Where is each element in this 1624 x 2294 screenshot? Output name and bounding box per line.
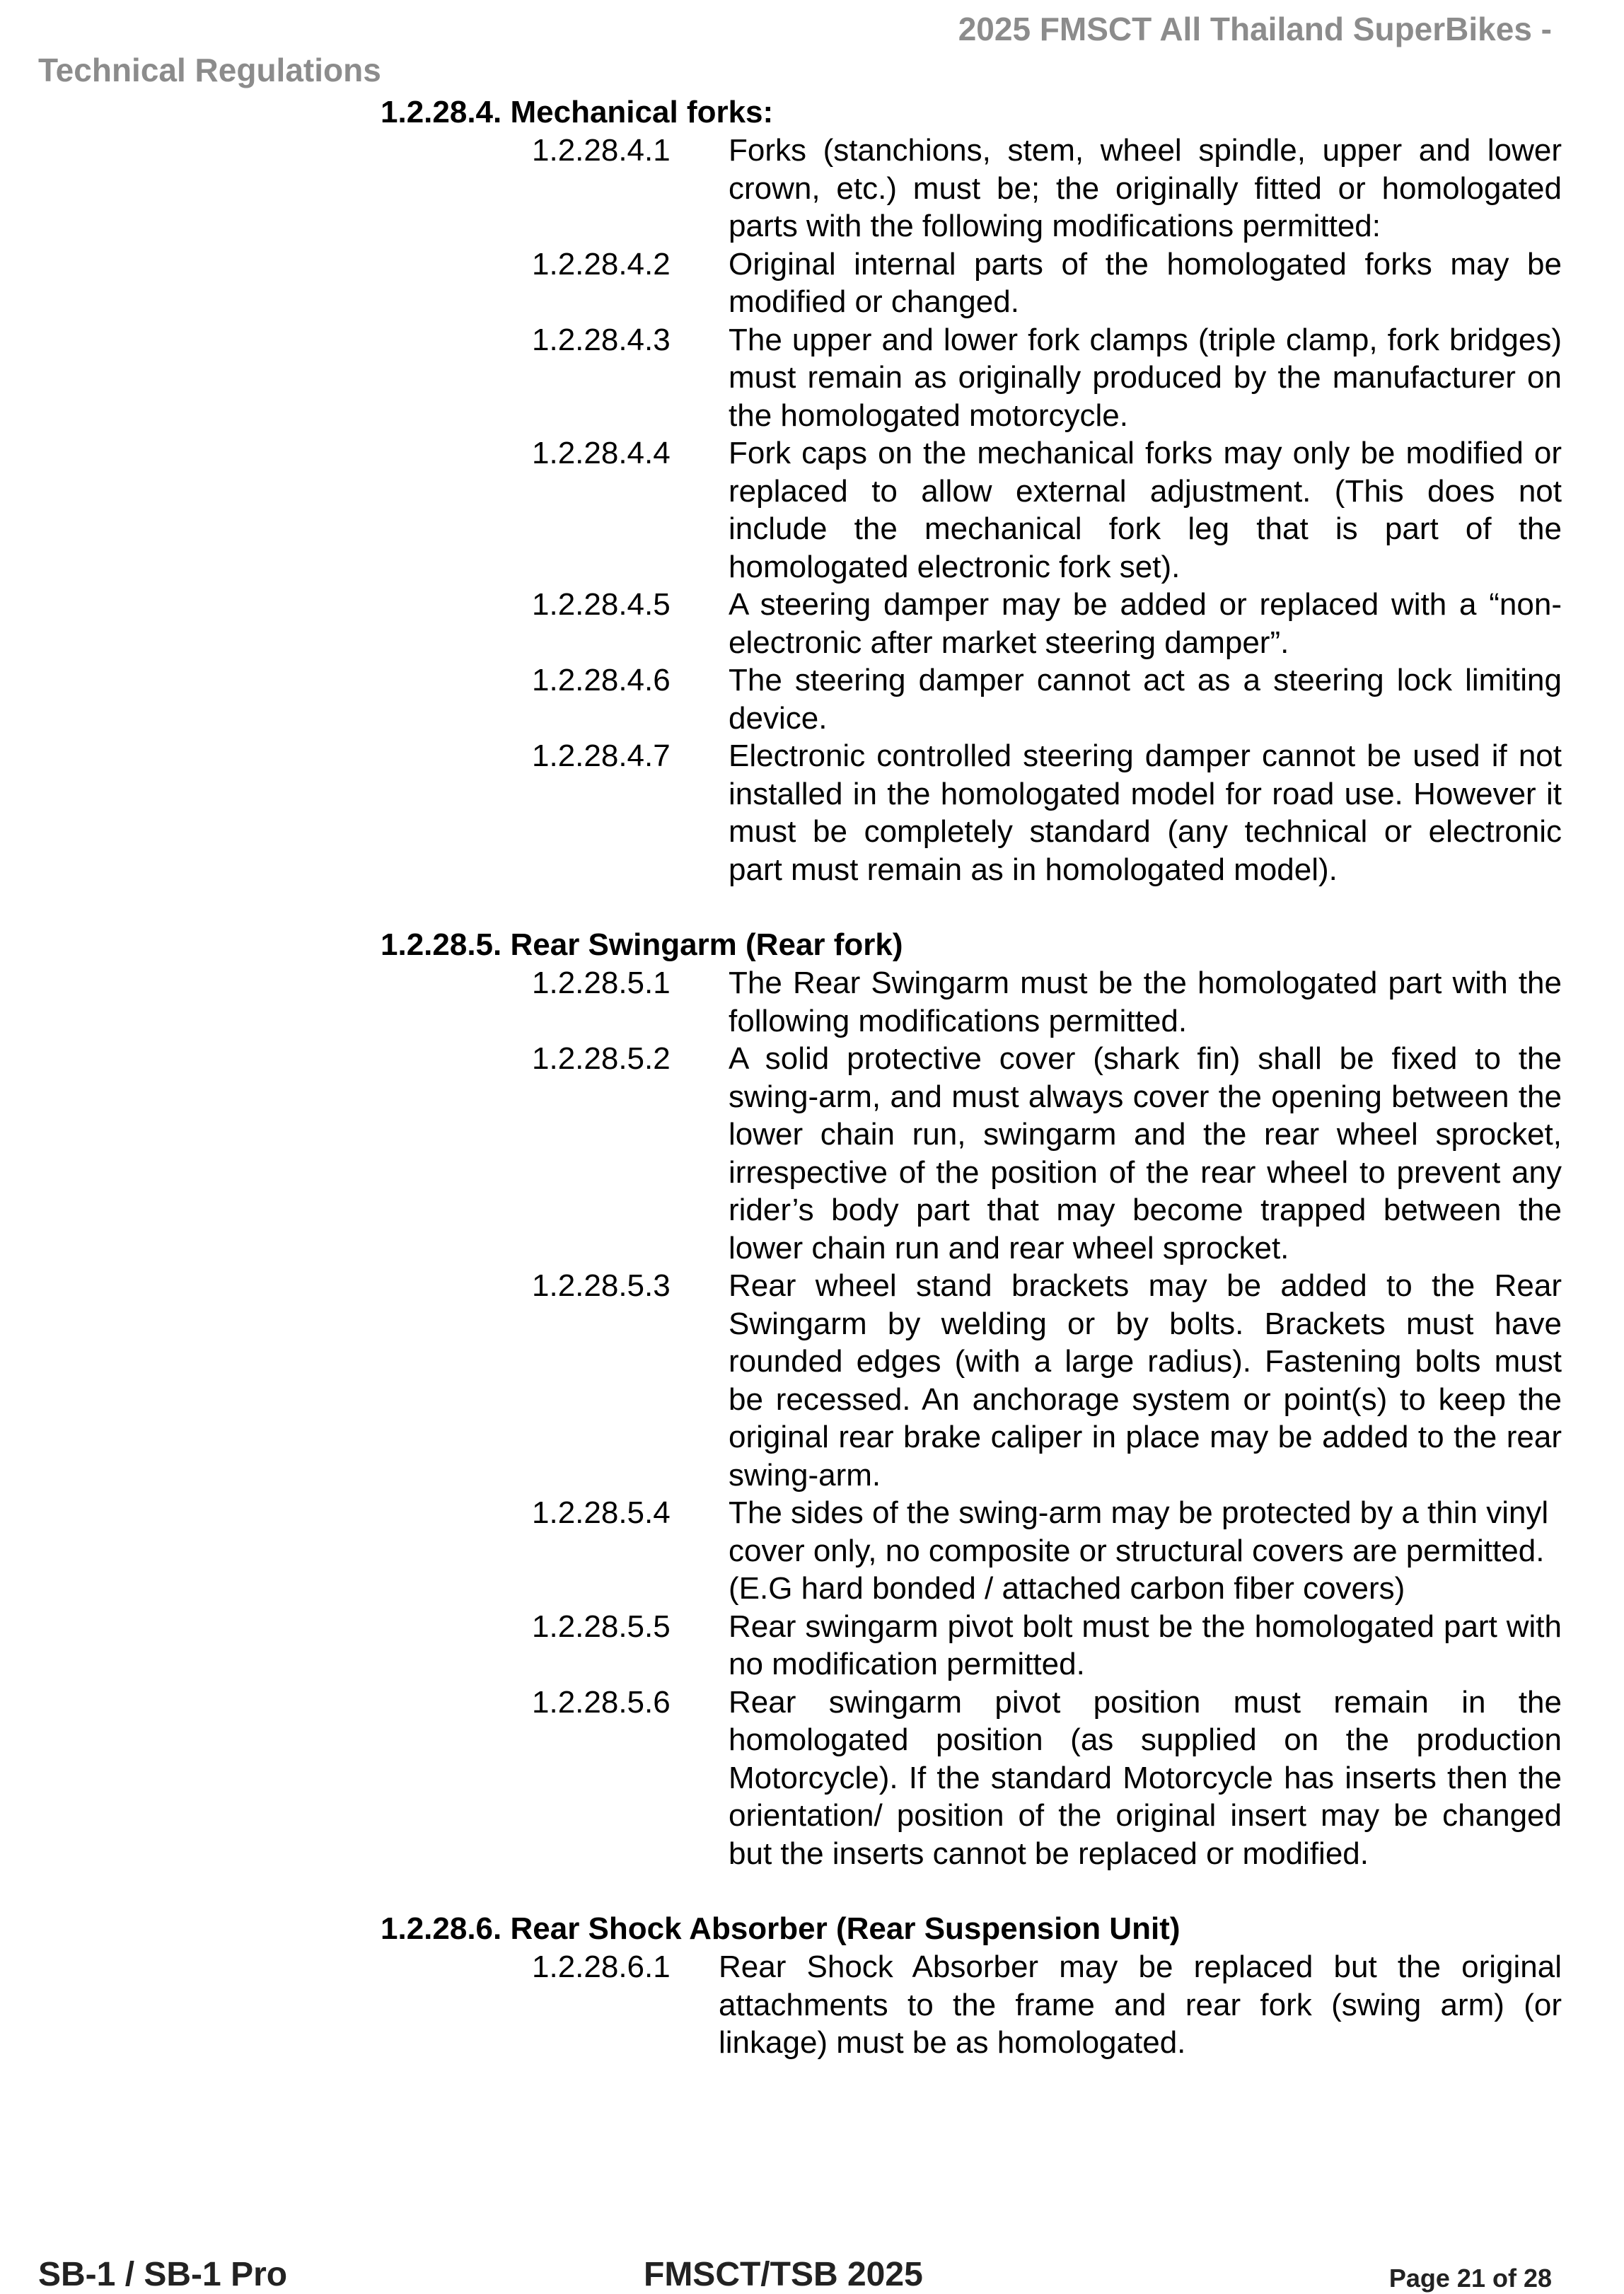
document-body <box>381 93 1562 2062</box>
list-item <box>381 1684 1562 1873</box>
list-item <box>381 964 1562 1040</box>
item-text: Fork caps on the mechanical forks may only be modified or replaced to allow external adjustment. (This does not include the mechanical fork leg that is part of the homologated electronic fork set). <box>729 436 1562 584</box>
list-item <box>381 737 1562 888</box>
item-number: 1.2.28.5.3 <box>532 1268 671 1303</box>
item-number: 1.2.28.5.2 <box>532 1041 671 1076</box>
list-item <box>381 586 1562 661</box>
item-text: The steering damper cannot act as a steering lock limiting device. <box>729 663 1562 736</box>
list-item <box>381 321 1562 435</box>
footer-document-code: FMSCT/TSB 2025 <box>644 2256 923 2293</box>
section-spacer <box>381 888 1562 926</box>
item-text: Rear swingarm pivot bolt must be the homologated part with no modification permitted. <box>729 1609 1562 1681</box>
item-number: 1.2.28.5.6 <box>532 1684 671 1720</box>
item-number: 1.2.28.5.5 <box>532 1609 671 1644</box>
item-text: Forks (stanchions, stem, wheel spindle, upper and lower crown, etc.) must be; the originally fitted or homologated parts with the following modifications permitted: <box>729 133 1562 243</box>
list-item <box>381 1494 1562 1608</box>
list-item <box>381 1608 1562 1684</box>
header-title-line1: 2025 FMSCT All Thailand SuperBikes - <box>958 11 1552 47</box>
item-number: 1.2.28.4.1 <box>532 133 671 168</box>
item-text: Rear wheel stand brackets may be added to the Rear Swingarm by welding or by bolts. Brackets must have rounded edges (with a large radius). Fastening bolts must be recessed. An anchorage system or point(s) to keep the original rear brake caliper in place may be added to the rear swing-arm. <box>729 1268 1562 1493</box>
list-item <box>381 1267 1562 1494</box>
list-item <box>381 132 1562 245</box>
list-item <box>381 1040 1562 1267</box>
section-rear-shock-absorber <box>381 1910 1562 2062</box>
list-item <box>381 245 1562 321</box>
item-number: 1.2.28.4.3 <box>532 322 671 357</box>
item-number: 1.2.28.5.4 <box>532 1495 671 1530</box>
item-number: 1.2.28.4.7 <box>532 738 671 773</box>
footer-class-label: SB-1 / SB-1 Pro <box>38 2256 288 2293</box>
item-number: 1.2.28.4.4 <box>532 436 671 470</box>
section-title: 1.2.28.5. Rear Swingarm (Rear fork) <box>381 927 903 962</box>
item-number: 1.2.28.4.5 <box>532 587 671 622</box>
list-item <box>381 434 1562 586</box>
section-spacer <box>381 1872 1562 1910</box>
item-number: 1.2.28.4.6 <box>532 663 671 697</box>
section-rear-swingarm <box>381 926 1562 1872</box>
item-text: Electronic controlled steering damper cannot be used if not installed in the homologated model for road use. However it must be completely standard (any technical or electronic part must remain as in homologated model). <box>729 738 1562 887</box>
item-text: Original internal parts of the homologated forks may be modified or changed. <box>729 246 1562 319</box>
list-item <box>381 1948 1562 2062</box>
footer-page-number: Page 21 of 28 <box>1388 2264 1552 2293</box>
item-text: Rear swingarm pivot position must remain in the homologated position (as supplied on the production Motorcycle). If the standard Motorcycle has inserts then the orientation/ position of the original insert may be changed but the inserts cannot be replaced or modified. <box>729 1684 1562 1871</box>
section-title: 1.2.28.6. Rear Shock Absorber (Rear Suspension Unit) <box>381 1911 1181 1946</box>
item-text: The Rear Swingarm must be the homologated part with the following modifications permitted. <box>729 966 1562 1038</box>
list-item <box>381 661 1562 737</box>
item-text: The sides of the swing-arm may be protected by a thin vinyl cover only, no composite or structural covers are permitted. (E.G hard bonded / attached carbon fiber covers) <box>729 1495 1549 1606</box>
item-text: A solid protective cover (shark fin) shall be fixed to the swing-arm, and must always cover the opening between the lower chain run, swingarm and the rear wheel sprocket, irrespective of the position of the rear wheel to prevent any rider’s body part that may become trapped between the lower chain run and rear wheel sprocket. <box>729 1041 1562 1265</box>
header-title-line2: Technical Regulations <box>38 52 381 88</box>
item-number: 1.2.28.4.2 <box>532 246 671 282</box>
section-title: 1.2.28.4. Mechanical forks: <box>381 95 774 129</box>
item-text: A steering damper may be added or replaced with a “non-electronic after market steering damper”. <box>729 587 1562 660</box>
item-number: 1.2.28.6.1 <box>532 1950 671 1984</box>
item-number: 1.2.28.5.1 <box>532 966 671 1000</box>
section-mechanical-forks <box>381 93 1562 888</box>
item-text: The upper and lower fork clamps (triple clamp, fork bridges) must remain as originally produced by the manufacturer on the homologated motorcycle. <box>729 322 1562 433</box>
item-text: Rear Shock Absorber may be replaced but the original attachments to the frame and rear fork (swing arm) (or linkage) must be as homologated. <box>719 1950 1562 2060</box>
